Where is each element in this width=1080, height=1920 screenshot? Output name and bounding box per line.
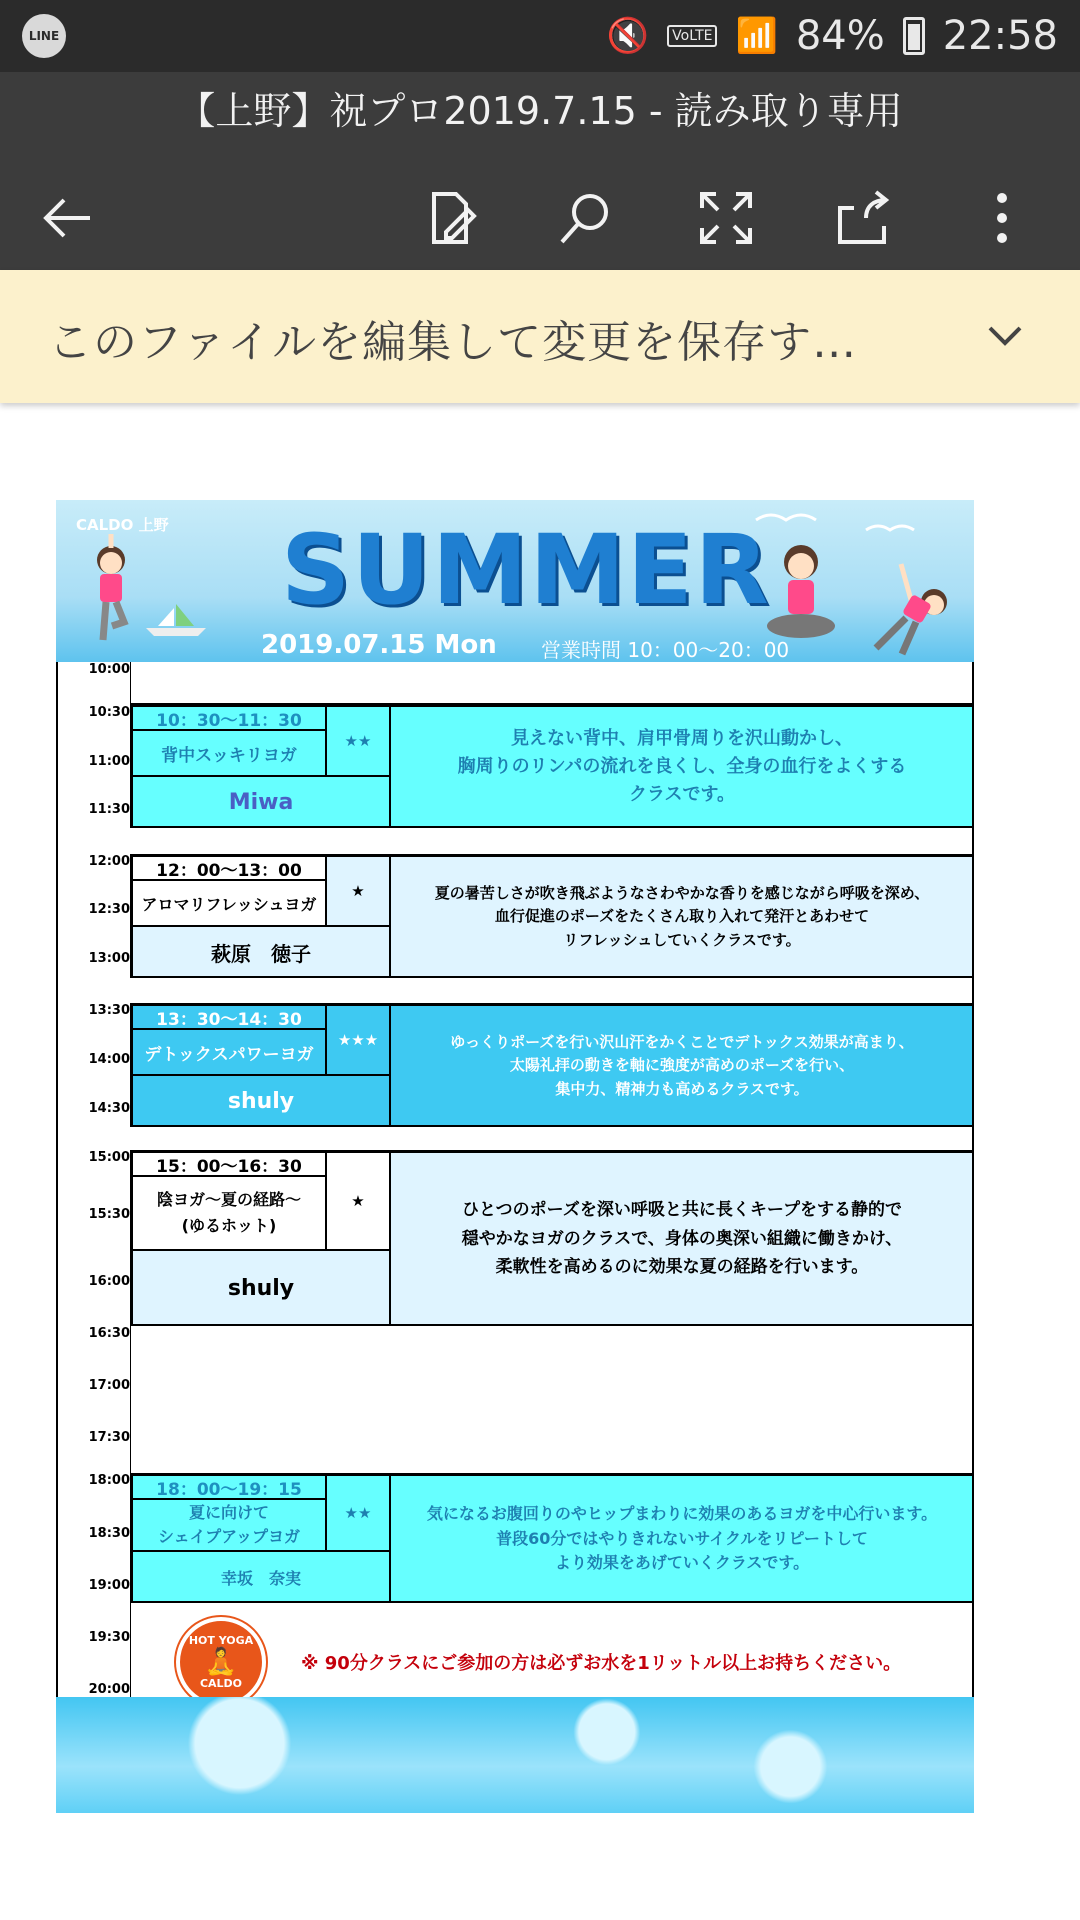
difficulty-stars: ★★ [326,706,390,776]
time-label: 17:30 [88,1430,130,1445]
class-name: アロマリフレッシュヨガ [132,880,326,926]
time-label: 18:30 [88,1526,130,1541]
class-name-line: (ゆるホット) [181,1216,277,1235]
time-label: 16:00 [88,1274,130,1289]
class-name-line: シェイプアップヨガ [157,1527,301,1546]
more-vert-icon [972,188,1032,248]
time-label: 14:00 [88,1052,130,1067]
difficulty-stars: ★★ [326,1475,390,1551]
difficulty-stars: ★ [326,1152,390,1250]
desc-line: 普段60分ではやりきれないサイクルをリピートして [496,1528,868,1548]
class-block-1 [130,704,974,828]
schedule-document [56,500,974,1812]
desc-line: リフレッシュしていくクラスです。 [563,930,801,949]
app-bar [0,72,1080,270]
time-label: 13:30 [88,1003,130,1018]
class-time: 13：30〜14：30 [132,1005,326,1029]
class-description [390,706,974,828]
desc-line: 見えない背中、肩甲骨周りを沢山動かし、 [511,728,853,750]
line-app-icon: LINE [22,14,66,58]
class-name: デトックスパワーヨガ [132,1029,326,1075]
difficulty-stars: ★ [326,856,390,926]
class-time: 12：00〜13：00 [132,856,326,880]
time-label: 17:00 [88,1378,130,1393]
desc-line: 穏やかなヨガのクラスで、身体の奥深い組織に働きかけ、 [461,1228,903,1249]
class-name: 背中スッキリヨガ [132,730,326,776]
mute-icon: 🔇 [606,16,650,56]
class-description [390,1475,974,1603]
desc-line: クラスです。 [628,783,736,805]
yoga-girl-illustration [86,530,136,645]
time-label: 11:00 [88,754,130,769]
instructor-name: Miwa [132,776,390,828]
boat-illustration [136,600,216,640]
class-name [132,1499,326,1551]
banner-text: このファイルを編集して変更を保存す… [48,317,858,368]
yoga-figure-icon: 🧘 [204,1647,238,1677]
class-block-4 [130,1150,974,1326]
class-name-line: 陰ヨガ～夏の経路～ [156,1190,301,1210]
expand-icon [696,188,756,248]
time-label: 10:00 [88,662,130,677]
desc-line: 夏の暑苦しさが吹き飛ぶようなさわやかな香りを感じながら呼吸を深め、 [434,884,930,903]
edit-button[interactable] [414,168,494,268]
stretching-girl-illustration [856,560,966,660]
class-name-line: 夏に向けて [188,1503,269,1522]
desc-line: 気になるお腹回りのやヒップまわりに効果のあるヨガを中心行います。 [426,1503,938,1523]
back-arrow-icon [38,188,98,248]
summer-header-image [56,500,974,662]
time-label: 16:30 [88,1326,130,1341]
time-label: 14:30 [88,1101,130,1116]
logo-text: HOT YOGA [188,1634,254,1647]
season-title: SUMMER [281,514,771,626]
desc-line: 柔軟性を高めるのに効果な夏の経路を行います。 [495,1257,869,1278]
schedule-date: 2019.07.15 Mon [261,630,497,660]
instructor-name: shuly [132,1250,390,1326]
class-time: 15：00〜16：30 [132,1152,326,1176]
class-block-2 [130,854,974,978]
search-icon [556,188,616,248]
desc-line: ゆっくりポーズを行い沢山汗をかくことでデトックス効果が高まり、 [450,1033,914,1052]
business-hours: 営業時間 10：00〜20：00 [541,638,790,662]
class-description [390,1152,974,1326]
time-label: 12:30 [88,902,130,917]
desc-line: 集中力、精神力も高めるクラスです。 [555,1079,809,1098]
battery-icon [903,17,925,55]
time-label: 13:00 [88,951,130,966]
time-label: 19:30 [88,1630,130,1645]
time-label: 19:00 [88,1578,130,1593]
time-label: 15:30 [88,1207,130,1222]
share-icon [834,188,894,248]
desc-line: より効果をあげていくクラスです。 [554,1553,810,1573]
time-label: 20:00 [88,1682,130,1697]
instructor-name: 幸坂 奈実 [132,1551,390,1603]
class-time: 18：00〜19：15 [132,1475,326,1499]
desc-line: ひとつのポーズを深い呼吸と共に長くキープをする静的で [462,1199,902,1220]
class-name [132,1176,326,1250]
volte-icon: VoLTE [667,25,717,47]
instructor-name: 萩原 徳子 [132,926,390,978]
search-button[interactable] [546,168,626,268]
time-label: 12:00 [88,854,130,869]
class-description [390,1005,974,1127]
time-label: 10:30 [88,705,130,720]
seagulls-illustration [746,500,966,540]
desc-line: 太陽礼拝の動きを軸に強度が高めのポーズを行い、 [509,1056,855,1075]
chevron-down-icon[interactable] [980,310,1030,360]
desc-line: 胸周りのリンパの流れを良くし、全身の血行をよくする [457,756,907,778]
edit-save-banner[interactable] [0,270,1080,403]
time-label: 18:00 [88,1473,130,1488]
status-bar [0,0,1080,72]
sparkle-water-footer-image [56,1697,974,1813]
class-block-5 [130,1473,974,1603]
more-options-button[interactable] [962,168,1042,268]
edit-pencil-icon [424,188,484,248]
empty-slot [130,662,974,704]
wifi-icon: 📶 [735,16,778,56]
timetable [56,662,974,1697]
meditating-girl-illustration [756,540,846,655]
share-button[interactable] [824,168,904,268]
studio-location: CALDO 上野 [76,516,169,534]
empty-slot [130,1326,974,1473]
logo-text: CALDO [199,1677,243,1690]
time-label: 11:30 [88,802,130,817]
class-time: 10：30〜11：30 [132,706,326,730]
toolbar [0,168,1080,268]
desc-line: 血行促進のポーズをたくさん取り入れて発汗とあわせて [494,907,870,926]
class-block-3 [130,1003,974,1127]
back-button[interactable] [28,168,108,268]
hot-yoga-caldo-logo [176,1617,266,1707]
fullscreen-button[interactable] [686,168,766,268]
clock: 22:58 [942,13,1058,59]
instructor-name: shuly [132,1075,390,1127]
class-description [390,856,974,978]
water-notice: ※ 90分クラスにご参加の方は必ずお水を1リットル以上お持ちください。 [301,1653,902,1674]
document-title: 【上野】祝プロ2019.7.15 - 読み取り専用 [177,89,903,133]
time-label: 15:00 [88,1150,130,1165]
battery-percent: 84% [795,13,885,59]
difficulty-stars: ★★★ [326,1005,390,1075]
